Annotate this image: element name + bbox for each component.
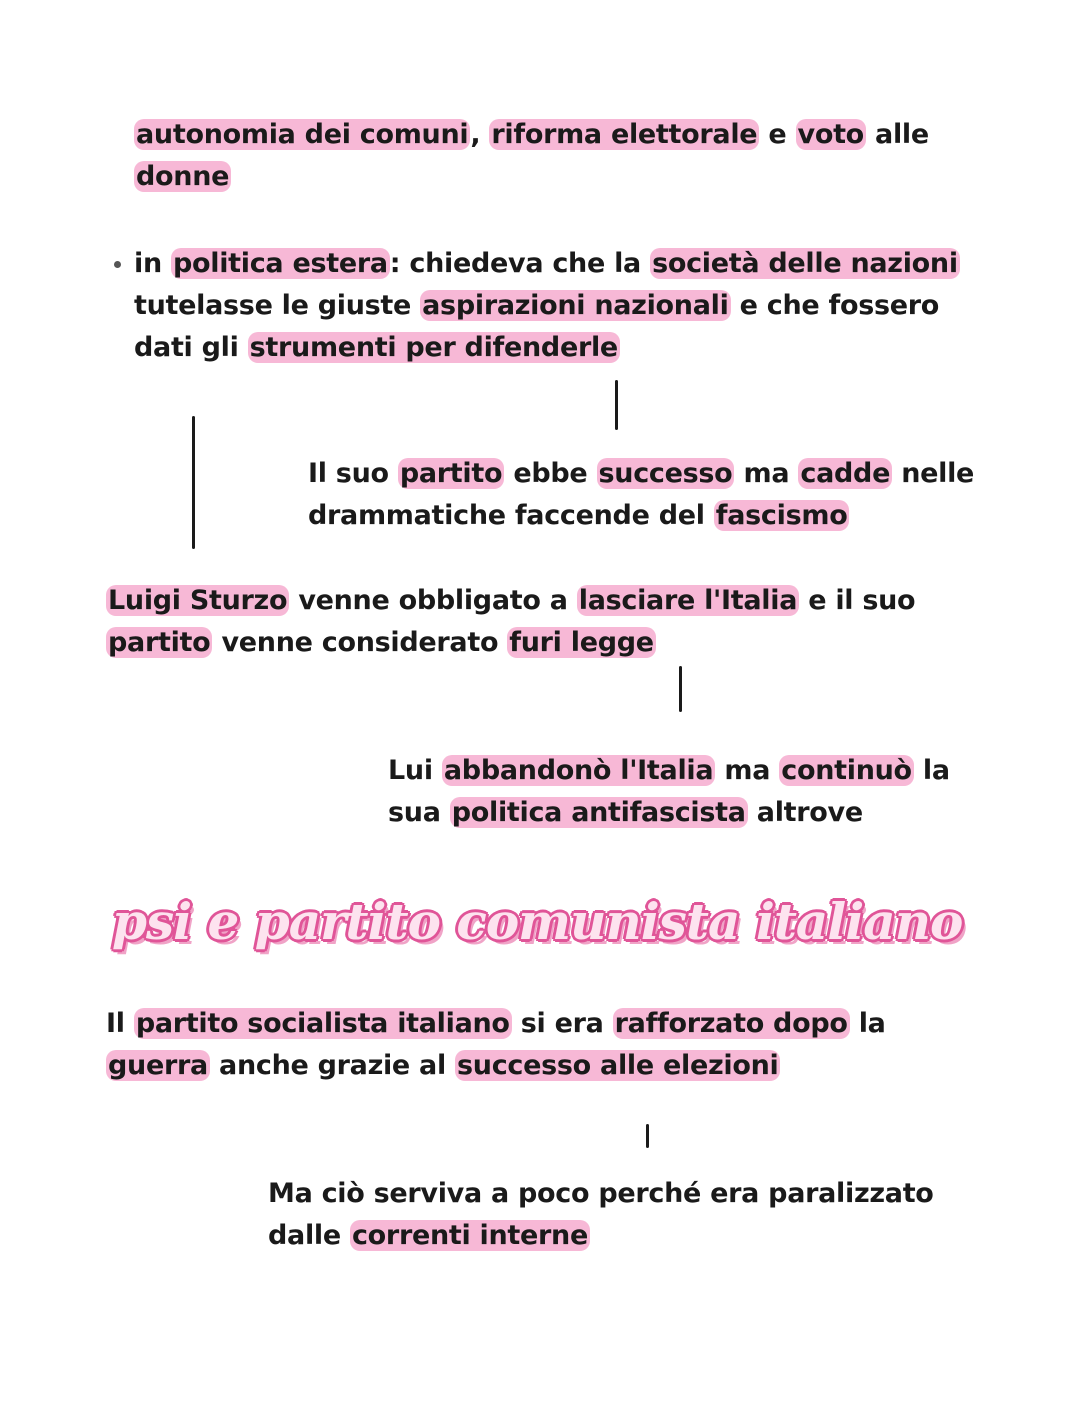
- note-block-party-success: [308, 453, 974, 537]
- plain-text: dalle: [268, 1220, 350, 1251]
- highlighted-text: successo alle elezioni: [457, 1050, 779, 1081]
- note-block-exile: [388, 750, 950, 834]
- plain-text: : chiedeva che la: [389, 248, 651, 279]
- text-line: [388, 792, 950, 834]
- note-block-reforms: [134, 114, 929, 198]
- plain-text: Ma ciò serviva a poco perché era paralizzato: [268, 1178, 934, 1209]
- text-line: [308, 453, 974, 495]
- plain-text: drammatiche faccende del: [308, 500, 714, 531]
- text-line: [106, 622, 915, 664]
- text-line: [134, 156, 929, 198]
- plain-text: ma: [715, 755, 780, 786]
- plain-text: altrove: [747, 797, 863, 828]
- note-block-internal-currents: [268, 1173, 934, 1257]
- plain-text: Lui: [388, 755, 442, 786]
- highlighted-text: strumenti per difenderle: [249, 332, 618, 363]
- text-line: [106, 1045, 886, 1087]
- plain-text: in: [134, 248, 171, 279]
- plain-text: tutelasse le giuste: [134, 290, 421, 321]
- highlighted-text: politica antifascista: [451, 797, 746, 828]
- connector-line: [679, 666, 682, 712]
- plain-text: si era: [511, 1008, 613, 1039]
- text-line: [134, 243, 960, 285]
- plain-text: e: [759, 119, 796, 150]
- plain-text: ma: [734, 458, 799, 489]
- highlighted-text: donne: [136, 161, 230, 192]
- note-block-psi: [106, 1003, 886, 1087]
- highlighted-text: partito socialista italiano: [135, 1008, 510, 1039]
- text-line: [268, 1215, 934, 1257]
- plain-text: la: [849, 1008, 886, 1039]
- text-line: [106, 1003, 886, 1045]
- highlighted-text: fascismo: [715, 500, 848, 531]
- note-block-sturzo: [106, 580, 915, 664]
- plain-text: anche grazie al: [209, 1050, 456, 1081]
- highlighted-text: cadde: [800, 458, 891, 489]
- highlighted-text: autonomia dei comuni: [136, 119, 469, 150]
- highlighted-text: furi legge: [509, 627, 654, 658]
- highlighted-text: Luigi Sturzo: [108, 585, 288, 616]
- highlighted-text: partito: [399, 458, 503, 489]
- section-heading: psi e partito comunista italiano: [112, 892, 963, 951]
- plain-text: dati gli: [134, 332, 248, 363]
- note-block-foreign-policy: [134, 243, 960, 369]
- highlighted-text: partito: [108, 627, 211, 658]
- plain-text: e il suo: [799, 585, 916, 616]
- highlighted-text: società delle nazioni: [652, 248, 958, 279]
- connector-line: [646, 1124, 649, 1148]
- connector-line: [615, 380, 618, 430]
- highlighted-text: lasciare l'Italia: [578, 585, 798, 616]
- highlighted-text: rafforzato dopo: [614, 1008, 848, 1039]
- highlighted-text: aspirazioni nazionali: [422, 290, 729, 321]
- plain-text: Il: [106, 1008, 134, 1039]
- text-line: [134, 114, 929, 156]
- highlighted-text: correnti interne: [351, 1220, 588, 1251]
- highlighted-text: voto: [797, 119, 864, 150]
- plain-text: ,: [470, 119, 490, 150]
- text-line: [388, 750, 950, 792]
- highlighted-text: politica estera: [172, 248, 388, 279]
- highlighted-text: abbandonò l'Italia: [443, 755, 714, 786]
- plain-text: ebbe: [504, 458, 597, 489]
- highlighted-text: riforma elettorale: [491, 119, 758, 150]
- text-line: [308, 495, 974, 537]
- highlighted-text: guerra: [108, 1050, 208, 1081]
- plain-text: la: [913, 755, 950, 786]
- plain-text: Il suo: [308, 458, 398, 489]
- text-line: [106, 580, 915, 622]
- text-line: [268, 1173, 934, 1215]
- plain-text: sua: [388, 797, 450, 828]
- plain-text: nelle: [892, 458, 975, 489]
- plain-text: venne obbligato a: [289, 585, 577, 616]
- plain-text: alle: [865, 119, 929, 150]
- bullet-icon: [114, 261, 121, 268]
- highlighted-text: successo: [598, 458, 733, 489]
- highlighted-text: continuò: [781, 755, 912, 786]
- connector-line: [192, 416, 195, 549]
- plain-text: venne considerato: [212, 627, 508, 658]
- text-line: [134, 327, 960, 369]
- text-line: [134, 285, 960, 327]
- plain-text: e che fossero: [730, 290, 940, 321]
